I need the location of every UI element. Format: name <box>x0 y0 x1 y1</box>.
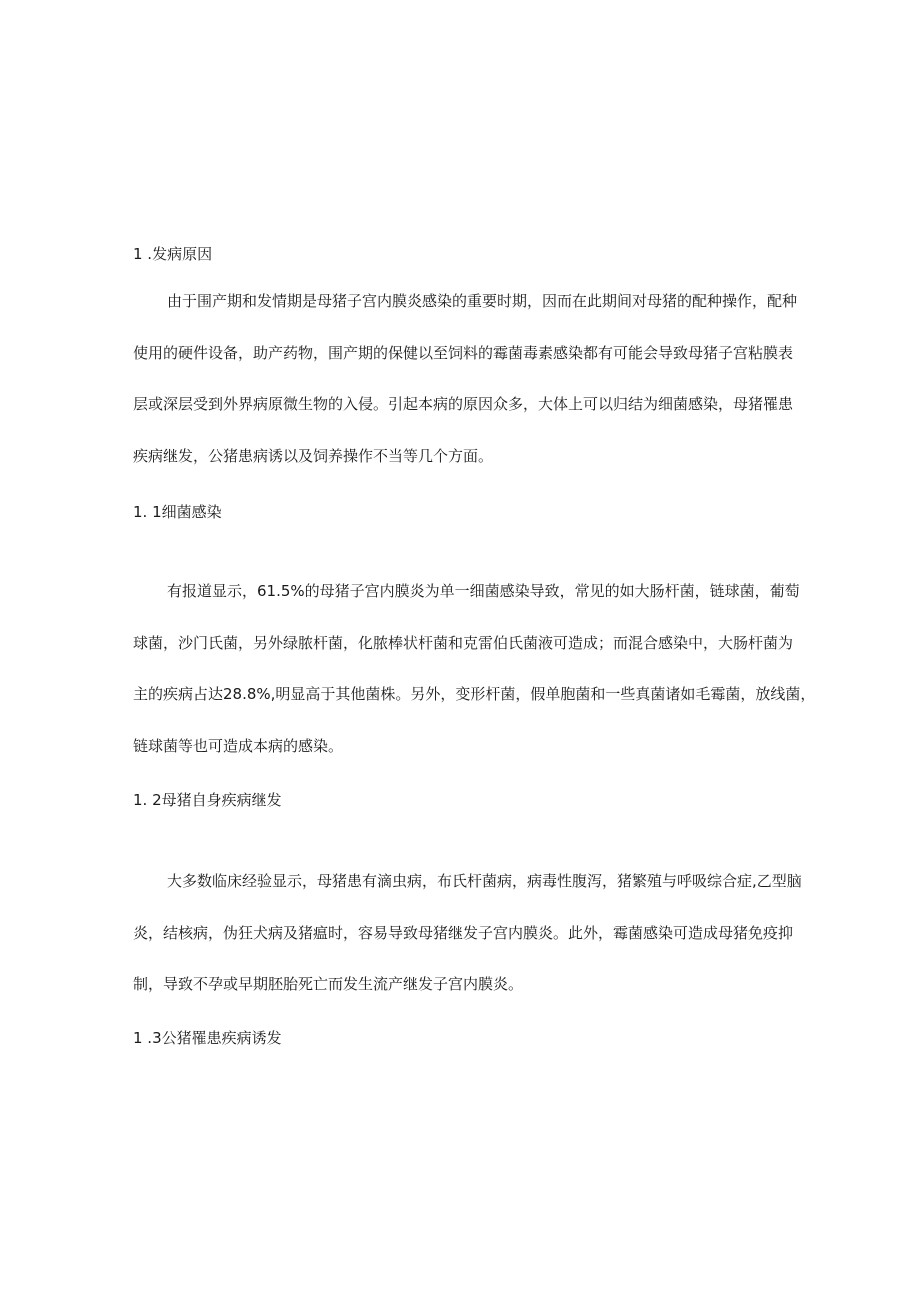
paragraph-line: 球菌，沙门氏菌，另外绿脓杆菌，化脓棒状杆菌和克雷伯氏菌液可造成；而混合感染中，大肠杆菌为 <box>133 633 794 652</box>
section-heading-1: 1 .发病原因 <box>133 245 213 263</box>
paragraph-line: 有报道显示，61.5%的母猪子宫内膜炎为单一细菌感染导致，常见的如大肠杆菌，链球菌，葡萄 <box>167 582 800 600</box>
section-heading-1-1: 1. 1细菌感染 <box>133 503 222 521</box>
section-paragraph-1 <box>133 276 798 482</box>
section-paragraph-1-2 <box>133 856 802 1011</box>
paragraph-line: 大多数临床经验显示，母猪患有滴虫病，布氏杆菌病，病毒性腹泻，猪繁殖与呼吸综合症,乙型脑 <box>167 872 802 890</box>
section-heading-1-3: 1 .3公猪罹患疾病诱发 <box>133 1029 282 1047</box>
section-heading-1-2: 1. 2母猪自身疾病继发 <box>133 791 282 809</box>
paragraph-line: 炎，结核病，伪狂犬病及猪瘟时，容易导致母猪继发子宫内膜炎。此外，霉菌感染可造成母猪免疫抑 <box>133 923 794 942</box>
section-paragraph-1-1 <box>133 566 816 772</box>
paragraph-line: 由于围产期和发情期是母猪子宫内膜炎感染的重要时期，因而在此期间对母猪的配种操作，配种 <box>167 292 798 310</box>
paragraph-line: 制，导致不孕或早期胚胎死亡而发生流产继发子宫内膜炎。 <box>133 975 524 993</box>
paragraph-line: 链球菌等也可造成本病的感染。 <box>133 736 344 755</box>
paragraph-line: 疾病继发，公猪患病诱以及饲养操作不当等几个方面。 <box>133 446 494 465</box>
paragraph-line: 使用的硬件设备，助产药物，围产期的保健以至饲料的霉菌毒素感染都有可能会导致母猪子宫粘膜表 <box>133 343 794 362</box>
paragraph-line: 主的疾病占达28.8%,明显高于其他菌株。另外，变形杆菌，假单胞菌和一些真菌诸如毛霉菌，放线菌， <box>133 685 816 703</box>
paragraph-line: 层或深层受到外界病原微生物的入侵。引起本病的原因众多，大体上可以归结为细菌感染，母猪罹患 <box>133 395 794 413</box>
